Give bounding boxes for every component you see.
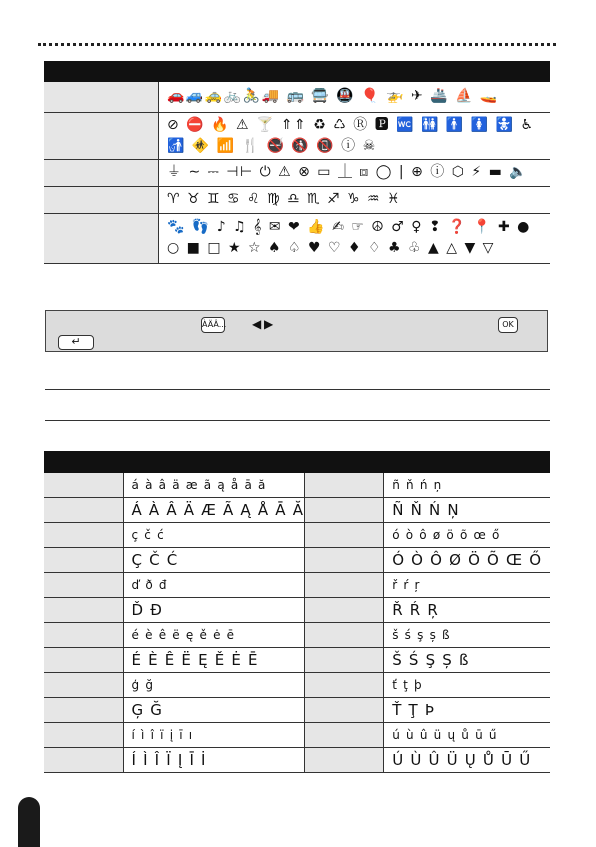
letter-label-cell (305, 548, 384, 573)
letter-label-cell (44, 698, 123, 723)
accented-letters-cell: é è ê ë ę ě ė ē (123, 623, 305, 648)
dotted-header-rule (38, 43, 556, 46)
letter-label-cell (44, 548, 123, 573)
table-row (44, 673, 550, 698)
enter-key-icon: ↵ (58, 335, 94, 350)
arrow-left-icon: ◀ (252, 317, 262, 331)
table-row (44, 186, 550, 213)
accented-letters-cell: Ó Ò Ô Ø Ö Õ Œ Ő (384, 548, 550, 573)
category-cell (44, 213, 159, 263)
accented-letters-cell: Ď Đ (123, 598, 305, 623)
symbols-header-category (44, 61, 159, 82)
accents-header-col-2 (123, 451, 305, 473)
letter-label-cell (44, 598, 123, 623)
letter-label-cell (44, 723, 123, 748)
symbols-table (44, 61, 550, 264)
arrow-right-icon: ▶ (264, 317, 274, 331)
symbols-cell: 🐾 👣 ♪ ♫ 𝄞 ✉ ❤ 👍 ✍ ☞ ☮ ♂ ♀ ❢ ❓ 📍 ✚ ● ○ ■ □ ★ ☆ ♠ ♤ ♥ ♡ ♦ ♢ ♣ ♧ ▲ △ ▼ ▽ (159, 213, 551, 263)
accents-header-col-4 (384, 451, 550, 473)
accented-characters-table (44, 451, 550, 773)
letter-label-cell (305, 523, 384, 548)
category-cell (44, 112, 159, 159)
letter-label-cell (44, 523, 123, 548)
symbols-table-header (44, 61, 550, 82)
letter-label-cell (305, 698, 384, 723)
table-row (44, 598, 550, 623)
letter-label-cell (44, 473, 123, 498)
accented-letters-cell: Ú Ù Û Ü Ų Ů Ū Ű (384, 748, 550, 773)
accented-letters-cell: Ť Ţ Þ (384, 698, 550, 723)
letter-label-cell (44, 623, 123, 648)
symbols-cell: ♈ ♉ ♊ ♋ ♌ ♍ ♎ ♏ ♐ ♑ ♒ ♓ (159, 186, 551, 213)
accented-letters-cell: ť ţ þ (384, 673, 550, 698)
letter-label-cell (305, 673, 384, 698)
letter-label-cell (305, 598, 384, 623)
accented-letters-cell: á à â ä æ ã ą å ā ă (123, 473, 305, 498)
table-row (44, 548, 550, 573)
letter-label-cell (44, 573, 123, 598)
accents-header-col-3 (305, 451, 384, 473)
table-row (44, 698, 550, 723)
table-row (44, 498, 550, 523)
letter-label-cell (305, 648, 384, 673)
table-row (44, 623, 550, 648)
accented-letters-cell: Ģ Ğ (123, 698, 305, 723)
symbols-header-symbols (159, 61, 551, 82)
table-row (44, 82, 550, 112)
accented-letters-cell: Š Ś Ş Ș ß (384, 648, 550, 673)
accented-letters-cell: š ś ş ș ß (384, 623, 550, 648)
symbols-cell: ⏚ ∼ ⎓ ⊣⊢ ⏻ ⚠ ⊗ ▭ ⏊ ⧈ ◯ | ⊕ ⓘ ⬡ ⚡ ▬ 🔈 (159, 159, 551, 186)
accented-letters-cell: Á À Â Ä Æ Ã Ą Å Ā Ă (123, 498, 305, 523)
table-row (44, 159, 550, 186)
accent-key-icon: ÀÄÂ... (201, 317, 225, 333)
letter-label-cell (305, 573, 384, 598)
category-cell (44, 186, 159, 213)
accented-letters-cell: Ř Ŕ Ŗ (384, 598, 550, 623)
letter-label-cell (305, 748, 384, 773)
table-row (44, 723, 550, 748)
accented-letters-cell: É È Ê Ë Ę Ě Ė Ē (123, 648, 305, 673)
category-cell (44, 82, 159, 112)
accented-letters-cell: ç č ć (123, 523, 305, 548)
divider (45, 389, 550, 390)
accented-letters-cell: ř ŕ ŗ (384, 573, 550, 598)
table-row (44, 573, 550, 598)
ok-key-icon: OK (498, 317, 518, 333)
accented-letters-cell: Í Ì Î Ï Į Ī İ (123, 748, 305, 773)
letter-label-cell (305, 498, 384, 523)
table-row (44, 112, 550, 159)
accented-letters-cell: ģ ğ (123, 673, 305, 698)
accented-letters-cell: ú ù û ü ų ů ū ű (384, 723, 550, 748)
letter-label-cell (44, 498, 123, 523)
accented-letters-cell: ó ò ô ø ö õ œ ő (384, 523, 550, 548)
letter-label-cell (305, 473, 384, 498)
symbols-cell: 🚗🚙🚕🚲🚴🚚 🚌 🚍 🚇 🎈 🚁 ✈ 🚢 ⛵ 🚤 (159, 82, 551, 112)
divider (45, 420, 550, 421)
accented-letters-cell: ñ ň ń ņ (384, 473, 550, 498)
category-cell (44, 159, 159, 186)
table-row (44, 748, 550, 773)
accented-letters-cell: Ç Č Ć (123, 548, 305, 573)
accented-letters-cell: í ì î ï į ī ı (123, 723, 305, 748)
letter-label-cell (44, 648, 123, 673)
table-row (44, 648, 550, 673)
accents-header-col-1 (44, 451, 123, 473)
symbols-cell: ⊘ ⛔ 🔥 ⚠ 🍸 ⇑⇑ ♻ ♺ Ⓡ 🅿 🚾 🚻 🚹 🚺 🚼 ♿ 🚮 🚸 📶 🍴 🚭 🚯 📵 ⓘ ☠ (159, 112, 551, 159)
letter-label-cell (44, 673, 123, 698)
table-row (44, 523, 550, 548)
accented-letters-cell: ď ð đ (123, 573, 305, 598)
letter-label-cell (44, 748, 123, 773)
letter-label-cell (305, 623, 384, 648)
accents-table-header (44, 451, 550, 473)
letter-label-cell (305, 723, 384, 748)
note-box (45, 310, 548, 352)
accented-letters-cell: Ñ Ň Ń Ņ (384, 498, 550, 523)
table-row (44, 213, 550, 263)
table-row (44, 473, 550, 498)
